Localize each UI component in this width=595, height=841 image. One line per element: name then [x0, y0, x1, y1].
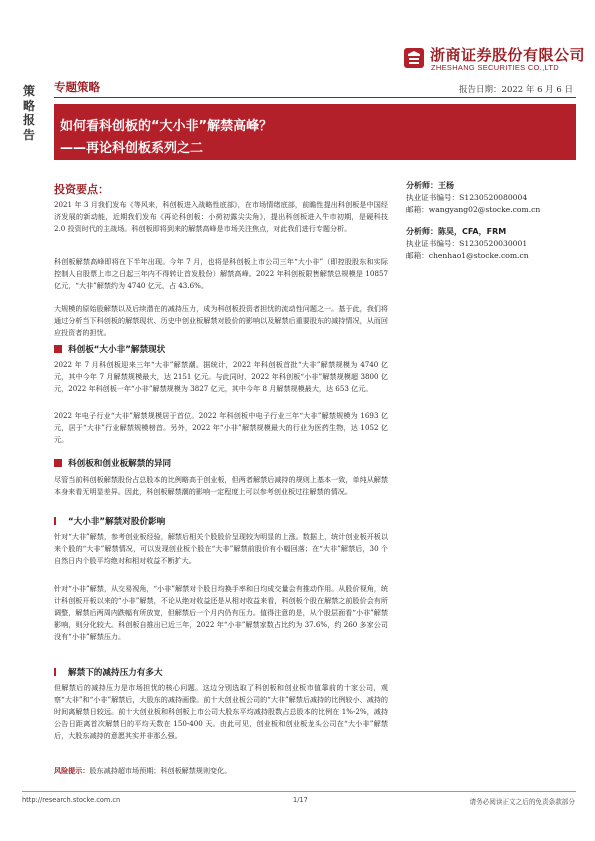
subsection-heading: 科创板和创业板解禁的异同 — [54, 457, 171, 469]
analyst-2-name: 分析师：陈昊，CFA，FRM — [406, 227, 507, 236]
footer-disclaimer: 请务必阅读正文之后的免责条款部分 — [469, 798, 575, 806]
page-number: 1/17 — [293, 796, 308, 804]
report-topic: 专题策略 — [54, 80, 100, 94]
paragraph: 2022 年电子行业“大非”解禁规模居于首位。2022 年科创板中电子行业三年“大非”解禁规模为 1693 亿元，居于“大非”行业解禁规模榜首。另外，2022 年“小非”解禁规模最大的行业为医药生物，达 1052 亿元。 — [54, 411, 388, 445]
paragraph: 针对“大非”解禁，参考创业板经验，解禁后相关个股股价呈现较为明显的上涨。数据上，统计创业板开板以来个股的“大非”解禁情况，可以发现创业板个股在“大非”解禁前股价有小幅回落；在“大非”解禁后，30 个自然日内个股平均绝对和相对收益不断扩大。 — [54, 532, 388, 566]
paragraph: 科创板解禁高峰即将在下半年出现。今年 7 月，也将是科创板上市公司三年“大小非”（即控股股东和实际控制人自股票上市之日起三年内不得转让首发股份）解禁高峰。2022 年科创板限售解禁总规模是 10857 亿元，“大非”解禁约为 4740 亿元，占 43.6%。 — [54, 257, 388, 291]
paragraph: 针对“小非”解禁，从交易视角，“小非”解禁对个股日均换手率和日均成交量会有推动作用。从股价视角，统计科创板开板以来的“小非”解禁，不论从绝对收益还是从相对收益来看，科创板个股在解禁之前股价会有所调整，解禁后两周内跌幅有所放宽，但解禁后一个月内仍有压力。值得注意的是，从个股层面看“小非”解禁影响，则分化较大。科创板自推出已近三年，2022 年“小非”解禁家数占比约为 37.6%，约 260 多家公司没有“小非”解禁压力。 — [54, 584, 388, 642]
analyst-1 — [406, 180, 540, 216]
report-subtitle: ——再论科创板系列之二 — [60, 141, 204, 156]
analyst-1-cert: 执业证书编号：S1230520080004 — [406, 193, 528, 202]
analyst-1-name: 分析师：王杨 — [406, 181, 454, 190]
subsection-heading: 解禁下的减持压力有多大 — [54, 666, 163, 678]
square-bullet-icon — [54, 459, 62, 467]
paragraph: 2021 年 3 月我们发布《等风来，科创板进入战略性底部》，在市场情绪底部，前瞻性提出科创板是中国经济发展的新动能，近期我们发布《再论科创板：小荷初露尖尖角》，提出科创板进入牛市初期，是硬科技 2.0 投资时代的主战场。科创板即将到来的解禁高峰是市场关注焦点，对此我们进行专题分析。 — [54, 200, 388, 234]
square-bullet-icon — [54, 345, 62, 353]
report-type-vertical-label: 策略报告 — [22, 84, 35, 142]
analyst-1-email[interactable]: 邮箱：wangyang02@stocke.com.cn — [406, 205, 541, 214]
paragraph: 2022 年 7 月科创板迎来三年“大非”解禁潮。据统计，2022 年科创板首批“大非”解禁规模为 4740 亿元，其中今年 7 月解禁规模最大，达 2151 亿元。与此同时，2022 年科创板“小非”解禁规模超 3800 亿元，2022 年科创板一年“小非”解禁规模为 3827 亿元，其中今年 8 月解禁规模最大，达 653 亿元。 — [54, 360, 388, 394]
paragraph: 但解禁后的减持压力是市场担忧的核心问题。这边分别选取了科创板和创业板市值靠前的十家公司，观察“大非”和“小非”解禁后，大股东的减持画像。前十大创业板公司的“大非”解禁后减持的比例较小、减持的时间离解禁日较远。前十大创业板和科创板上市公司大股东平均减持股数占总股本的比例在 1%-2%，减持公告日距离首次解禁日的平均天数在 150-400 天。由此可见，创业板和创业板龙头公司在“大小非”解禁后，大股东减持的意愿其实并非那么强。 — [54, 683, 388, 741]
company-name-en: ZHESHANG SECURITIES CO.,LTD — [431, 63, 559, 72]
analyst-2-email[interactable]: 邮箱：chenhao1@stocke.com.cn — [406, 251, 529, 260]
analyst-2-cert: 执业证书编号：S1230520030001 — [406, 239, 528, 248]
risk-warning: 风险提示：股东减持超市场预期；科创板解禁规则变化。 — [54, 766, 232, 775]
paragraph: 大规模的原始股解禁以及后续潜在的减持压力，成为科创板投资者担忧的流动性问题之一。基于此，我们将通过分析当下科创板的解禁现状、历史中创业板解禁对股价的影响以及解禁后重要股东的减持情况，从而回应投资者的担忧。 — [54, 304, 388, 338]
footer-url[interactable]: http://research.stocke.com.cn — [22, 796, 121, 804]
bar-bullet-icon — [54, 668, 60, 676]
company-logo-icon — [404, 48, 424, 68]
paragraph: 尽管当前科创板解禁股份占总股本的比例略高于创业板，但两者解禁后减持的规则上基本一致，单纯从解禁本身来看无明显差异。因此，科创板解禁潮的影响一定程度上可以参考创业板过往解禁的情况。 — [54, 475, 388, 497]
header-divider — [54, 97, 576, 98]
analyst-2 — [406, 226, 529, 262]
section-title: 投资要点： — [54, 183, 109, 196]
footer-divider — [22, 791, 576, 792]
subsection-heading: “大小非”解禁对股价影响 — [54, 515, 165, 527]
subsection-heading: 科创板“大小非”解禁现状 — [54, 343, 165, 355]
report-title: 如何看科创板的“大小非”解禁高峰？ — [60, 119, 273, 134]
report-date: 报告日期：2022 年 6 月 6 日 — [459, 85, 573, 95]
company-name-cn: 浙商证券股份有限公司 — [430, 46, 586, 64]
bar-bullet-icon — [54, 517, 60, 525]
